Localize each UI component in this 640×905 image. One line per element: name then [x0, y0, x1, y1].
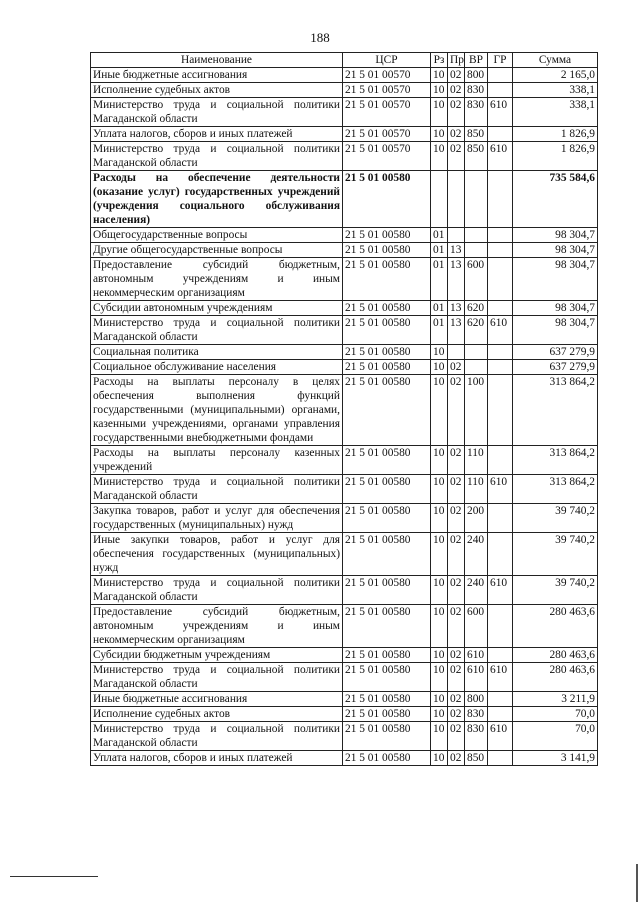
cell-rz: 10	[431, 707, 448, 722]
cell-name: Уплата налогов, сборов и иных платежей	[91, 751, 343, 766]
cell-rz: 10	[431, 722, 448, 751]
cell-sum: 1 826,9	[513, 142, 598, 171]
cell-rz: 10	[431, 83, 448, 98]
cell-vr: 830	[465, 83, 488, 98]
cell-gr	[488, 751, 513, 766]
cell-rz: 10	[431, 475, 448, 504]
header-csr: ЦСР	[343, 53, 431, 68]
table-row	[91, 142, 598, 171]
cell-rz: 10	[431, 446, 448, 475]
cell-sum: 98 304,7	[513, 228, 598, 243]
cell-gr	[488, 648, 513, 663]
cell-pr: 02	[448, 663, 465, 692]
cell-rz: 10	[431, 142, 448, 171]
cell-gr: 610	[488, 98, 513, 127]
cell-sum: 313 864,2	[513, 475, 598, 504]
cell-name: Министерство труда и социальной политики Магаданской области	[91, 316, 343, 345]
cell-pr: 02	[448, 707, 465, 722]
cell-gr	[488, 504, 513, 533]
table-row	[91, 692, 598, 707]
table-row	[91, 605, 598, 648]
table-row	[91, 83, 598, 98]
cell-vr	[465, 360, 488, 375]
cell-name: Министерство труда и социальной политики Магаданской области	[91, 576, 343, 605]
cell-gr: 610	[488, 142, 513, 171]
header-rz: Рз	[431, 53, 448, 68]
table-row	[91, 663, 598, 692]
cell-rz: 10	[431, 345, 448, 360]
cell-csr: 21 5 01 00580	[343, 375, 431, 446]
cell-gr	[488, 83, 513, 98]
cell-sum: 3 141,9	[513, 751, 598, 766]
cell-gr	[488, 533, 513, 576]
cell-name: Уплата налогов, сборов и иных платежей	[91, 127, 343, 142]
cell-vr: 110	[465, 446, 488, 475]
footnote-separator	[10, 876, 98, 877]
cell-vr: 100	[465, 375, 488, 446]
cell-rz: 10	[431, 360, 448, 375]
cell-sum: 39 740,2	[513, 533, 598, 576]
cell-name: Министерство труда и социальной политики Магаданской области	[91, 475, 343, 504]
table-row	[91, 243, 598, 258]
cell-name: Министерство труда и социальной политики Магаданской области	[91, 663, 343, 692]
cell-rz: 10	[431, 375, 448, 446]
cell-name: Предоставление субсидий бюджетным, автономным учреждениям и иным некоммерческим организациям	[91, 258, 343, 301]
cell-gr	[488, 127, 513, 142]
cell-vr: 850	[465, 751, 488, 766]
cell-sum: 98 304,7	[513, 243, 598, 258]
cell-name: Расходы на обеспечение деятельности (оказание услуг) государственных учреждений (учреждения социального обслуживания населения)	[91, 171, 343, 228]
cell-sum: 39 740,2	[513, 576, 598, 605]
table-row	[91, 446, 598, 475]
table-row	[91, 258, 598, 301]
cell-name: Расходы на выплаты персоналу в целях обеспечения выполнения функций государственными (муниципальными) органами, казенными учреждениями, органами управления государственными внебюджетными фондами	[91, 375, 343, 446]
cell-pr: 02	[448, 68, 465, 83]
cell-pr	[448, 228, 465, 243]
cell-name: Иные закупки товаров, работ и услуг для обеспечения государственных (муниципальных) нужд	[91, 533, 343, 576]
cell-csr: 21 5 01 00580	[343, 228, 431, 243]
cell-sum: 735 584,6	[513, 171, 598, 228]
cell-vr: 850	[465, 127, 488, 142]
cell-pr: 02	[448, 127, 465, 142]
cell-gr	[488, 301, 513, 316]
cell-sum: 280 463,6	[513, 663, 598, 692]
cell-name: Закупка товаров, работ и услуг для обеспечения государственных (муниципальных) нужд	[91, 504, 343, 533]
page-number: 188	[310, 30, 330, 45]
cell-pr: 02	[448, 692, 465, 707]
cell-pr: 02	[448, 751, 465, 766]
cell-vr: 800	[465, 692, 488, 707]
table-row	[91, 533, 598, 576]
cell-vr: 240	[465, 533, 488, 576]
cell-vr	[465, 171, 488, 228]
cell-vr: 830	[465, 722, 488, 751]
cell-gr: 610	[488, 576, 513, 605]
cell-sum: 313 864,2	[513, 446, 598, 475]
cell-name: Министерство труда и социальной политики Магаданской области	[91, 722, 343, 751]
cell-csr: 21 5 01 00570	[343, 68, 431, 83]
scan-edge-mark	[636, 864, 638, 902]
cell-name: Исполнение судебных актов	[91, 707, 343, 722]
cell-vr: 610	[465, 663, 488, 692]
cell-vr: 240	[465, 576, 488, 605]
cell-gr	[488, 360, 513, 375]
cell-csr: 21 5 01 00580	[343, 345, 431, 360]
header-name: Наименование	[91, 53, 343, 68]
cell-csr: 21 5 01 00580	[343, 576, 431, 605]
cell-csr: 21 5 01 00580	[343, 243, 431, 258]
cell-rz: 10	[431, 605, 448, 648]
table-row	[91, 751, 598, 766]
cell-rz: 01	[431, 243, 448, 258]
cell-rz: 01	[431, 228, 448, 243]
cell-pr: 02	[448, 98, 465, 127]
cell-csr: 21 5 01 00580	[343, 316, 431, 345]
cell-pr: 02	[448, 722, 465, 751]
cell-pr: 02	[448, 475, 465, 504]
cell-rz: 10	[431, 648, 448, 663]
cell-rz: 10	[431, 98, 448, 127]
cell-csr: 21 5 01 00570	[343, 98, 431, 127]
cell-csr: 21 5 01 00580	[343, 475, 431, 504]
cell-csr: 21 5 01 00580	[343, 171, 431, 228]
cell-pr: 02	[448, 446, 465, 475]
cell-name: Предоставление субсидий бюджетным, автономным учреждениям и иным некоммерческим организациям	[91, 605, 343, 648]
cell-sum: 3 211,9	[513, 692, 598, 707]
header-sum: Сумма	[513, 53, 598, 68]
table-row	[91, 576, 598, 605]
cell-sum: 2 165,0	[513, 68, 598, 83]
cell-name: Иные бюджетные ассигнования	[91, 692, 343, 707]
cell-gr	[488, 605, 513, 648]
cell-sum: 280 463,6	[513, 605, 598, 648]
table-row	[91, 127, 598, 142]
cell-gr	[488, 243, 513, 258]
table-row	[91, 316, 598, 345]
cell-csr: 21 5 01 00580	[343, 301, 431, 316]
cell-csr: 21 5 01 00580	[343, 446, 431, 475]
cell-rz: 10	[431, 692, 448, 707]
cell-gr	[488, 258, 513, 301]
cell-pr: 13	[448, 258, 465, 301]
cell-pr: 02	[448, 142, 465, 171]
cell-sum: 98 304,7	[513, 258, 598, 301]
cell-sum: 70,0	[513, 707, 598, 722]
cell-pr: 02	[448, 648, 465, 663]
budget-table	[90, 52, 598, 766]
cell-name: Министерство труда и социальной политики Магаданской области	[91, 98, 343, 127]
cell-pr: 13	[448, 301, 465, 316]
cell-rz: 10	[431, 68, 448, 83]
cell-vr: 610	[465, 648, 488, 663]
table-body	[91, 68, 598, 766]
table-row	[91, 504, 598, 533]
cell-gr: 610	[488, 475, 513, 504]
cell-sum: 70,0	[513, 722, 598, 751]
cell-csr: 21 5 01 00580	[343, 504, 431, 533]
cell-name: Исполнение судебных актов	[91, 83, 343, 98]
cell-gr	[488, 171, 513, 228]
cell-csr: 21 5 01 00580	[343, 751, 431, 766]
cell-vr: 600	[465, 605, 488, 648]
cell-sum: 98 304,7	[513, 301, 598, 316]
cell-name: Общегосударственные вопросы	[91, 228, 343, 243]
cell-sum: 98 304,7	[513, 316, 598, 345]
table-row	[91, 68, 598, 83]
cell-pr: 02	[448, 83, 465, 98]
cell-csr: 21 5 01 00580	[343, 360, 431, 375]
header-pr: Пр	[448, 53, 465, 68]
cell-sum: 338,1	[513, 83, 598, 98]
cell-sum: 637 279,9	[513, 345, 598, 360]
cell-name: Субсидии бюджетным учреждениям	[91, 648, 343, 663]
cell-sum: 1 826,9	[513, 127, 598, 142]
cell-gr	[488, 228, 513, 243]
cell-gr: 610	[488, 316, 513, 345]
cell-rz	[431, 171, 448, 228]
cell-rz: 01	[431, 258, 448, 301]
cell-csr: 21 5 01 00570	[343, 127, 431, 142]
cell-sum: 313 864,2	[513, 375, 598, 446]
cell-gr	[488, 707, 513, 722]
cell-name: Иные бюджетные ассигнования	[91, 68, 343, 83]
cell-rz: 10	[431, 533, 448, 576]
cell-csr: 21 5 01 00580	[343, 707, 431, 722]
cell-vr: 800	[465, 68, 488, 83]
cell-csr: 21 5 01 00580	[343, 533, 431, 576]
table-row	[91, 360, 598, 375]
cell-vr	[465, 243, 488, 258]
table-row	[91, 722, 598, 751]
table-row	[91, 707, 598, 722]
cell-pr: 02	[448, 576, 465, 605]
cell-sum: 637 279,9	[513, 360, 598, 375]
cell-sum: 280 463,6	[513, 648, 598, 663]
cell-gr: 610	[488, 722, 513, 751]
cell-pr: 13	[448, 243, 465, 258]
cell-pr: 02	[448, 605, 465, 648]
cell-name: Социальная политика	[91, 345, 343, 360]
cell-vr	[465, 228, 488, 243]
cell-gr	[488, 446, 513, 475]
cell-rz: 10	[431, 504, 448, 533]
cell-csr: 21 5 01 00580	[343, 258, 431, 301]
cell-name: Субсидии автономным учреждениям	[91, 301, 343, 316]
cell-name: Другие общегосударственные вопросы	[91, 243, 343, 258]
cell-name: Министерство труда и социальной политики Магаданской области	[91, 142, 343, 171]
header-vr: ВР	[465, 53, 488, 68]
cell-pr	[448, 345, 465, 360]
cell-csr: 21 5 01 00580	[343, 663, 431, 692]
table-row	[91, 228, 598, 243]
cell-csr: 21 5 01 00580	[343, 692, 431, 707]
header-gr: ГР	[488, 53, 513, 68]
table-row	[91, 475, 598, 504]
table-row	[91, 648, 598, 663]
table-row	[91, 171, 598, 228]
cell-rz: 10	[431, 751, 448, 766]
cell-name: Социальное обслуживание населения	[91, 360, 343, 375]
cell-pr: 02	[448, 533, 465, 576]
cell-csr: 21 5 01 00580	[343, 722, 431, 751]
cell-csr: 21 5 01 00580	[343, 648, 431, 663]
cell-pr	[448, 171, 465, 228]
cell-rz: 10	[431, 663, 448, 692]
cell-vr: 110	[465, 475, 488, 504]
cell-csr: 21 5 01 00570	[343, 83, 431, 98]
cell-gr	[488, 345, 513, 360]
cell-gr	[488, 692, 513, 707]
cell-pr: 02	[448, 375, 465, 446]
cell-csr: 21 5 01 00580	[343, 605, 431, 648]
cell-vr: 620	[465, 316, 488, 345]
cell-rz: 01	[431, 301, 448, 316]
cell-rz: 10	[431, 576, 448, 605]
cell-rz: 01	[431, 316, 448, 345]
cell-sum: 39 740,2	[513, 504, 598, 533]
cell-sum: 338,1	[513, 98, 598, 127]
cell-vr: 830	[465, 98, 488, 127]
cell-csr: 21 5 01 00570	[343, 142, 431, 171]
cell-gr	[488, 68, 513, 83]
table-row	[91, 375, 598, 446]
cell-gr	[488, 375, 513, 446]
table-row	[91, 345, 598, 360]
table-row	[91, 301, 598, 316]
cell-pr: 13	[448, 316, 465, 345]
cell-pr: 02	[448, 360, 465, 375]
cell-vr: 620	[465, 301, 488, 316]
cell-vr: 600	[465, 258, 488, 301]
cell-vr: 850	[465, 142, 488, 171]
cell-rz: 10	[431, 127, 448, 142]
table-header-row	[91, 53, 598, 68]
cell-vr: 200	[465, 504, 488, 533]
cell-gr: 610	[488, 663, 513, 692]
cell-vr	[465, 345, 488, 360]
cell-name: Расходы на выплаты персоналу казенных учреждений	[91, 446, 343, 475]
cell-vr: 830	[465, 707, 488, 722]
cell-pr: 02	[448, 504, 465, 533]
table-row	[91, 98, 598, 127]
